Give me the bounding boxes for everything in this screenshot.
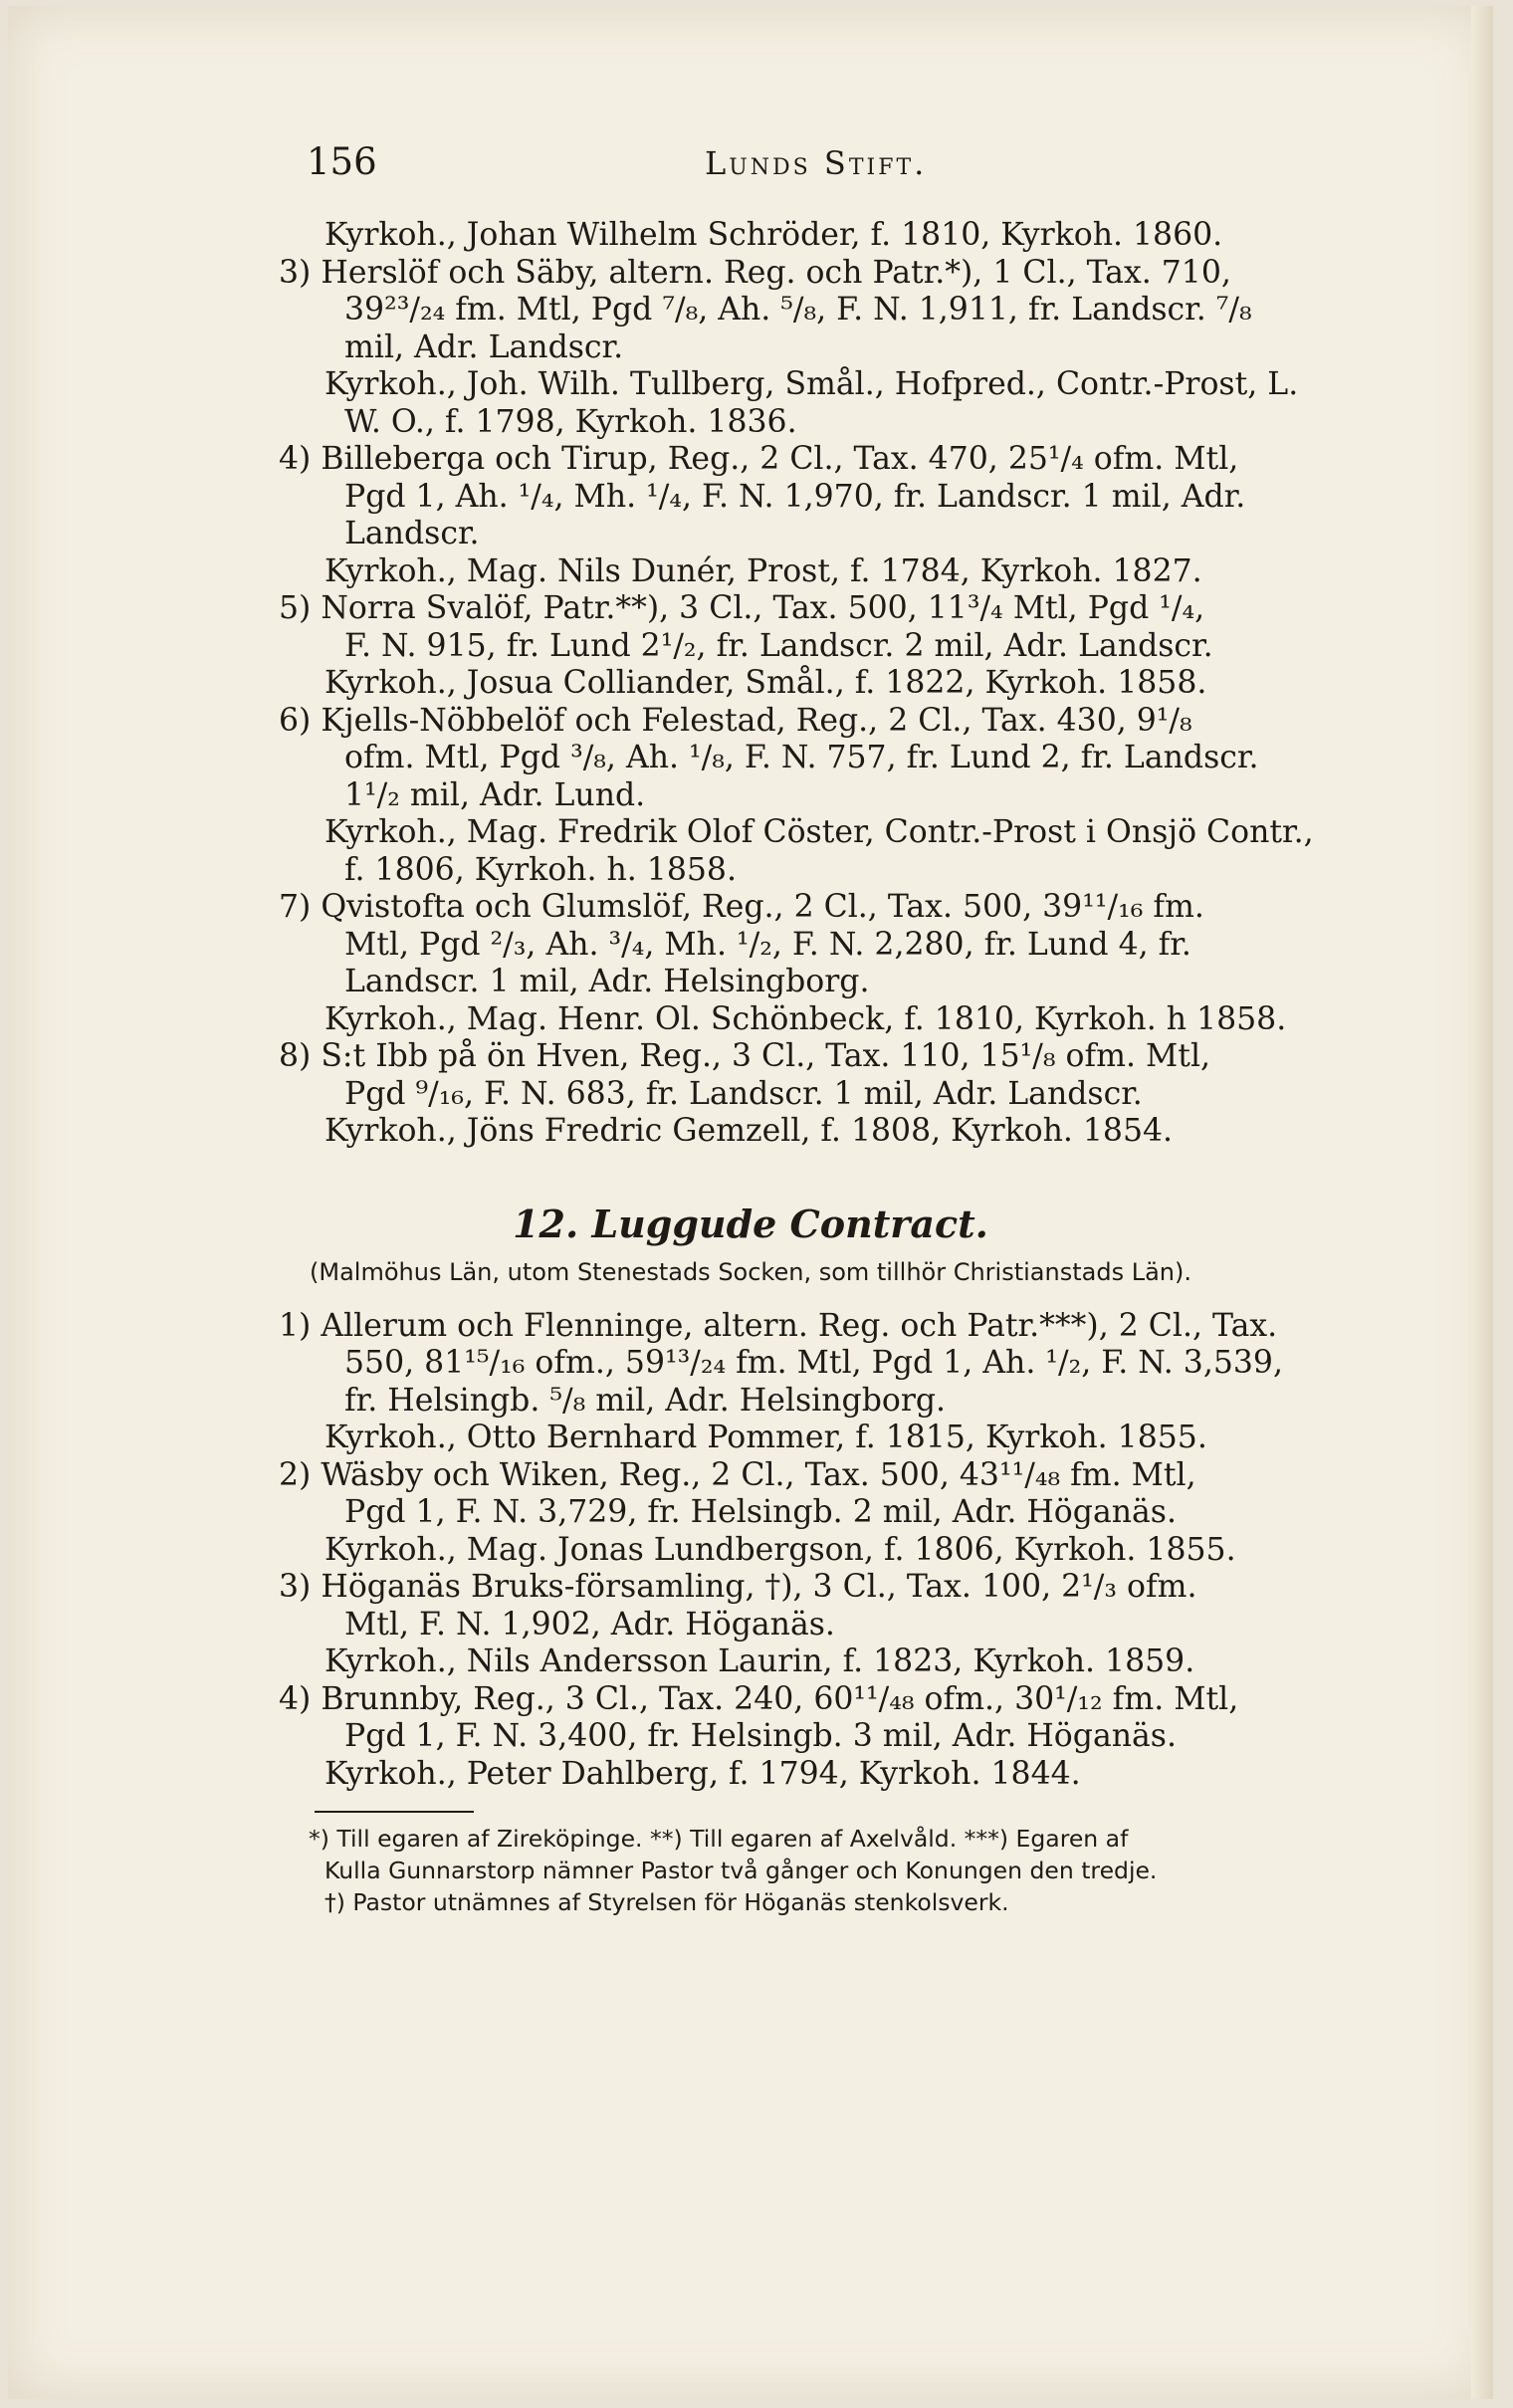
footnote-line: †) Pastor utnämnes af Styrelsen för Höganäs stenkolsverk.: [324, 1888, 1009, 1916]
text-line: Pgd ⁹/₁₆, F. N. 683, fr. Landscr. 1 mil, Adr. Landscr.: [344, 1075, 1143, 1112]
footnote-rule: [315, 1811, 474, 1813]
text-line: Kyrkoh., Mag. Fredrik Olof Cöster, Contr.-Prost i Onsjö Contr.,: [324, 814, 1314, 850]
page-edge: [1471, 6, 1493, 2399]
section-subtitle: (Malmöhus Län, utom Stenestads Socken, som tillhör Christianstads Län).: [310, 1257, 1191, 1286]
text-line: Kyrkoh., Mag. Henr. Ol. Schönbeck, f. 1810, Kyrkoh. h 1858.: [324, 1000, 1287, 1037]
text-line: ofm. Mtl, Pgd ³/₈, Ah. ¹/₈, F. N. 757, fr. Lund 2, fr. Landscr.: [344, 740, 1259, 775]
text-line: fr. Helsingb. ⁵/₈ mil, Adr. Helsingborg.: [344, 1382, 947, 1419]
text-line: Mtl, F. N. 1,902, Adr. Höganäs.: [344, 1606, 835, 1642]
text-line: 1¹/₂ mil, Adr. Lund.: [344, 776, 646, 813]
text-line: 550, 81¹⁵/₁₆ ofm., 59¹³/₂₄ fm. Mtl, Pgd 1, Ah. ¹/₂, F. N. 3,539,: [344, 1345, 1283, 1381]
text-line: 8) S:t Ibb på ön Hven, Reg., 3 Cl., Tax. 110, 15¹/₈ ofm. Mtl,: [279, 1038, 1211, 1074]
footnote-line: *) Till egaren af Zireköpinge. **) Till egaren af Axelvåld. ***) Egaren af: [309, 1825, 1129, 1853]
text-line: 1) Allerum och Flenninge, altern. Reg. och Patr.***), 2 Cl., Tax.: [279, 1307, 1278, 1344]
text-line: Mtl, Pgd ²/₃, Ah. ³/₄, Mh. ¹/₂, F. N. 2,280, fr. Lund 4, fr.: [344, 926, 1191, 963]
text-line: 5) Norra Svalöf, Patr.**), 3 Cl., Tax. 500, 11³/₄ Mtl, Pgd ¹/₄,: [279, 590, 1205, 626]
section-title: 12. Luggude Contract.: [513, 1201, 988, 1246]
running-title: Lunds Stift.: [705, 144, 928, 182]
text-line: mil, Adr. Landscr.: [344, 328, 624, 365]
text-line: Kyrkoh., Nils Andersson Laurin, f. 1823, Kyrkoh. 1859.: [324, 1643, 1195, 1679]
text-line: Kyrkoh., Peter Dahlberg, f. 1794, Kyrkoh. 1844.: [324, 1755, 1081, 1792]
text-line: 4) Billeberga och Tirup, Reg., 2 Cl., Tax. 470, 25¹/₄ ofm. Mtl,: [279, 441, 1239, 477]
text-line: 4) Brunnby, Reg., 3 Cl., Tax. 240, 60¹¹/₄₈ ofm., 30¹/₁₂ fm. Mtl,: [279, 1680, 1239, 1717]
text-line: 6) Kjells-Nöbbelöf och Felestad, Reg., 2 Cl., Tax. 430, 9¹/₈: [279, 702, 1192, 739]
text-line: Kyrkoh., Mag. Jonas Lundbergson, f. 1806, Kyrkoh. 1855.: [324, 1531, 1236, 1568]
text-line: Pgd 1, F. N. 3,400, fr. Helsingb. 3 mil, Adr. Höganäs.: [344, 1718, 1177, 1754]
book-page: [8, 6, 1493, 2399]
text-line: 39²³/₂₄ fm. Mtl, Pgd ⁷/₈, Ah. ⁵/₈, F. N. 1,911, fr. Landscr. ⁷/₈: [344, 292, 1252, 328]
text-line: Landscr. 1 mil, Adr. Helsingborg.: [344, 964, 870, 999]
text-line: Pgd 1, Ah. ¹/₄, Mh. ¹/₄, F. N. 1,970, fr. Landscr. 1 mil, Adr.: [344, 478, 1246, 515]
text-line: W. O., f. 1798, Kyrkoh. 1836.: [344, 403, 797, 440]
text-line: Kyrkoh., Jöns Fredric Gemzell, f. 1808, Kyrkoh. 1854.: [324, 1113, 1174, 1149]
text-line: Kyrkoh., Mag. Nils Dunér, Prost, f. 1784, Kyrkoh. 1827.: [324, 552, 1202, 589]
footnotes: [8, 1823, 1157, 1918]
footnote-line: Kulla Gunnarstorp nämner Pastor två gånger och Konungen den tredje.: [324, 1857, 1158, 1884]
text-line: 3) Herslöf och Säby, altern. Reg. och Patr.*), 1 Cl., Tax. 710,: [279, 254, 1231, 291]
page-number: 156: [307, 140, 377, 183]
text-line: Pgd 1, F. N. 3,729, fr. Helsingb. 2 mil, Adr. Höganäs.: [344, 1494, 1177, 1530]
page-header: [307, 140, 1451, 200]
text-line: Kyrkoh., Johan Wilhelm Schröder, f. 1810, Kyrkoh. 1860.: [324, 217, 1223, 253]
text-line: Kyrkoh., Joh. Wilh. Tullberg, Smål., Hofpred., Contr.-Prost, L.: [324, 366, 1299, 402]
text-line: f. 1806, Kyrkoh. h. 1858.: [344, 851, 737, 888]
text-line: F. N. 915, fr. Lund 2¹/₂, fr. Landscr. 2 mil, Adr. Landscr.: [344, 627, 1213, 664]
text-line: Kyrkoh., Josua Colliander, Smål., f. 1822, Kyrkoh. 1858.: [324, 665, 1207, 701]
text-line: 3) Höganäs Bruks-församling, †), 3 Cl., Tax. 100, 2¹/₃ ofm.: [279, 1569, 1197, 1605]
text-line: Landscr.: [344, 516, 480, 551]
text-line: Kyrkoh., Otto Bernhard Pommer, f. 1815, Kyrkoh. 1855.: [324, 1420, 1207, 1455]
text-line: 2) Wäsby och Wiken, Reg., 2 Cl., Tax. 500, 43¹¹/₄₈ fm. Mtl,: [279, 1456, 1196, 1493]
text-line: 7) Qvistofta och Glumslöf, Reg., 2 Cl., Tax. 500, 39¹¹/₁₆ fm.: [279, 889, 1204, 925]
